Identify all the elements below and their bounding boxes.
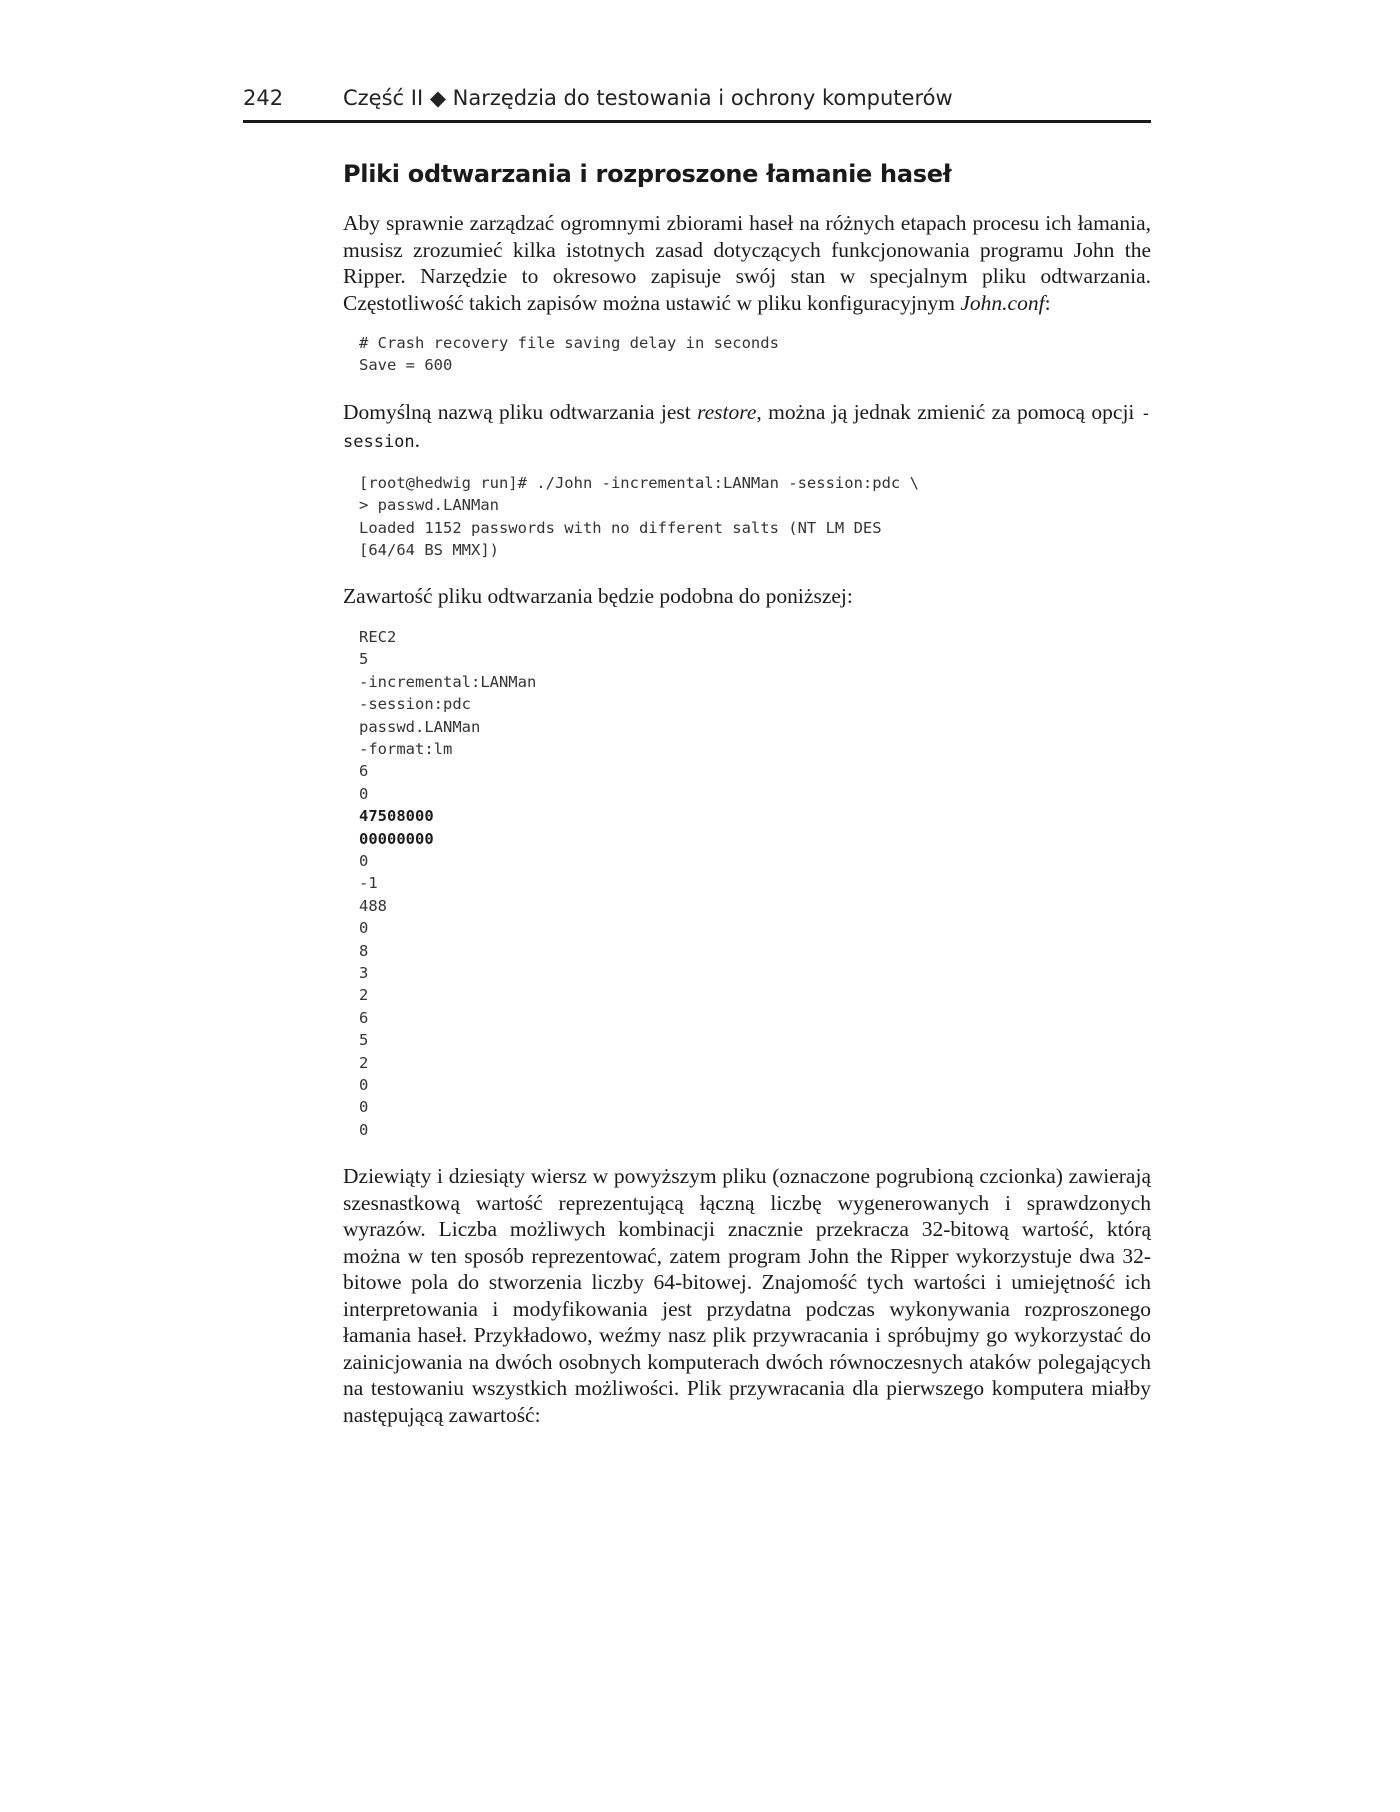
paragraph-text: Domyślną nazwą pliku odtwarzania jest xyxy=(343,399,698,424)
paragraph-text-middle: , można ją jednak zmienić za pomocą opcji xyxy=(756,399,1141,424)
code-line: REC2 xyxy=(359,627,397,646)
code-line: 2 xyxy=(359,986,369,1005)
code-line: passwd.LANMan xyxy=(359,717,481,736)
code-line: 3 xyxy=(359,964,369,983)
code-line: Save = 600 xyxy=(359,356,453,375)
paragraph-text-end: . xyxy=(414,428,421,453)
paragraph-restore-contents: Zawartość pliku odtwarzania będzie podobna do poniższej: xyxy=(343,584,853,609)
code-line: -incremental:LANMan xyxy=(359,672,537,691)
code-line: -session:pdc xyxy=(359,695,471,714)
paragraph-restore xyxy=(343,399,1151,456)
paragraph-text-end: : xyxy=(1044,290,1051,315)
filename-john-conf: John.conf xyxy=(960,290,1045,315)
code-line: 6 xyxy=(359,1008,369,1027)
code-line: > passwd.LANMan xyxy=(359,496,499,515)
code-line: # Crash recovery file saving delay in seconds xyxy=(359,334,779,352)
inline-code-session: -session xyxy=(343,403,1151,453)
code-line: 0 xyxy=(359,1120,369,1139)
code-line: -1 xyxy=(359,874,378,893)
filename-restore: restore xyxy=(697,399,757,424)
code-line: 488 xyxy=(359,896,387,915)
code-block-command xyxy=(359,472,1151,562)
code-line: 0 xyxy=(359,1076,369,1095)
section-heading: Pliki odtwarzania i rozproszone łamanie haseł xyxy=(343,160,952,188)
code-line: 0 xyxy=(359,852,369,870)
code-block-restore-file xyxy=(359,626,1151,1141)
page-header xyxy=(243,80,1151,123)
code-line: 0 xyxy=(359,784,369,803)
code-line: 0 xyxy=(359,1098,369,1117)
running-title: Część II ◆ Narzędzia do testowania i ochrony komputerów xyxy=(343,86,953,110)
code-line: 8 xyxy=(359,941,369,960)
code-line: 47508000 xyxy=(359,807,434,826)
code-line: 0 xyxy=(359,919,369,938)
paragraph-john-conf xyxy=(343,210,1151,316)
code-line: 2 xyxy=(359,1053,369,1072)
page-content xyxy=(343,160,1151,1444)
code-block-config xyxy=(359,332,1151,377)
page-number: 242 xyxy=(243,86,284,110)
code-line: Loaded 1152 passwords with no different salts (NT LM DES xyxy=(359,518,882,537)
paragraph-explanation: Dziewiąty i dziesiąty wiersz w powyższym pliku (oznaczone pogrubioną czcionka) zawierają szesnastkową wartość reprezentującą łączną liczbę wygenerowanych i sprawdzonych wyrazów. Liczba możliwych kombinacji znacznie przekracza 32-bitową wartość, którą można w ten sposób reprezentować, zatem program John the Ripper wykorzystuje dwa 32-bitowe pola do stworzenia liczby 64-bitowej. Znajomość tych wartości i umiejętność ich interpretowania i modyfikowania jest przydatna podczas wykonywania rozproszonego łamania haseł. Przykładowo, weźmy nasz plik przywracania i spróbujmy go wykorzystać do zainicjowania na dwóch osobnych komputerach dwóch równoczesnych ataków polegających na testowaniu wszystkich możliwości. Plik przywracania dla pierwszego komputera miałby następującą zawartość: xyxy=(343,1164,1151,1427)
code-line: 5 xyxy=(359,1031,369,1050)
code-line: -format:lm xyxy=(359,739,453,758)
paragraph-text: Aby sprawnie zarządzać ogromnymi zbiorami haseł na różnych etapach procesu ich łamania, musisz zrozumieć kilka istotnych zasad dotyczących funkcjonowania programu John the Ripper. Narzędzie to okresowo zapisuje swój stan w specjalnym pliku odtwarzania. Częstotliwość takich zapisów można ustawić w pliku konfiguracyjnym xyxy=(343,211,1151,315)
code-line: [root@hedwig run]# ./John -incremental:LANMan -session:pdc \ xyxy=(359,473,919,492)
code-line: 00000000 xyxy=(359,829,434,848)
code-line: 5 xyxy=(359,650,369,669)
code-line: [64/64 BS MMX]) xyxy=(359,541,499,560)
code-line: 6 xyxy=(359,762,369,781)
